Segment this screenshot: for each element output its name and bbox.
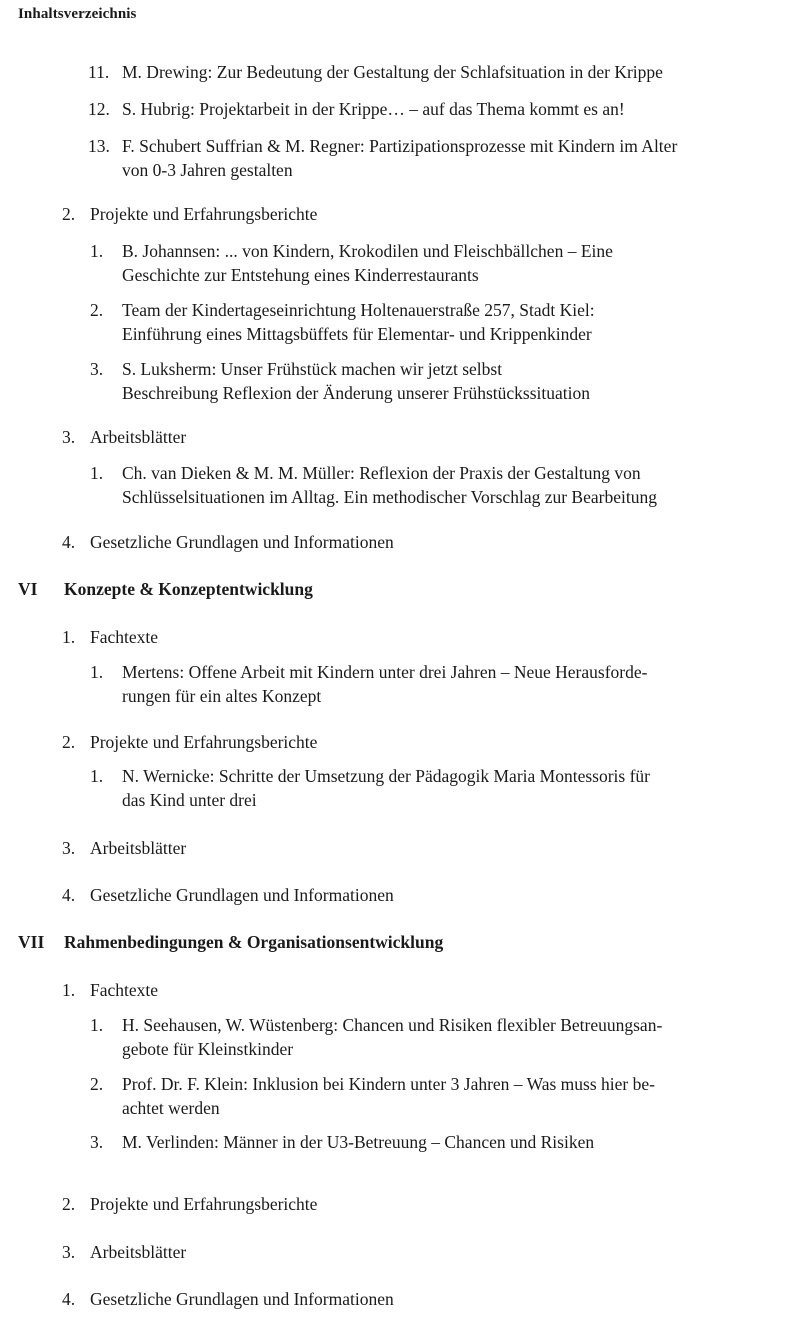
entry-text: Fachtexte — [90, 980, 159, 1000]
section-number: VII — [18, 932, 45, 952]
entry-text: Arbeitsblätter — [90, 838, 187, 858]
section-title: Rahmenbedingungen & Organisationsentwicklung — [64, 932, 444, 952]
entry-text: Arbeitsblätter — [90, 427, 187, 447]
entry-number: 3. — [62, 1242, 76, 1262]
entry-number: 1. — [62, 980, 76, 1000]
entry-text: Prof. Dr. F. Klein: Inklusion bei Kindern unter 3 Jahren – Was muss hier be- achtet werden — [122, 1074, 655, 1118]
entry-number: 1. — [90, 463, 104, 483]
entry-text: F. Schubert Suffrian & M. Regner: Partizipationsprozesse mit Kindern im Alter von 0-3 Jahren gestalten — [122, 136, 678, 180]
entry-number: 11. — [88, 62, 110, 82]
entry-text: S. Luksherm: Unser Frühstück machen wir jetzt selbst Beschreibung Reflexion der Änderung unserer Frühstückssituation — [122, 359, 591, 403]
entry-number: 2. — [62, 204, 76, 224]
entry-text: Gesetzliche Grundlagen und Informationen — [90, 885, 394, 905]
entry-number: 4. — [62, 885, 76, 905]
entry-text: Projekte und Erfahrungsberichte — [90, 732, 318, 752]
page-header-title: Inhaltsverzeichnis — [18, 6, 137, 22]
entry-number: 2. — [62, 1194, 76, 1214]
entry-number: 2. — [90, 300, 104, 320]
entry-number: 4. — [62, 1289, 76, 1309]
entry-number: 1. — [90, 766, 104, 786]
entry-text: Gesetzliche Grundlagen und Informationen — [90, 1289, 394, 1309]
entry-text: N. Wernicke: Schritte der Umsetzung der Pädagogik Maria Montessoris für das Kind unter drei — [122, 766, 650, 810]
entry-text: M. Drewing: Zur Bedeutung der Gestaltung der Schlafsituation in der Krippe — [122, 62, 663, 82]
entry-text: Projekte und Erfahrungsberichte — [90, 204, 318, 224]
entry-number: 2. — [62, 732, 76, 752]
entry-text: Arbeitsblätter — [90, 1242, 187, 1262]
entry-number: 3. — [90, 359, 104, 379]
section-title: Konzepte & Konzeptentwicklung — [64, 579, 313, 599]
entry-text: Gesetzliche Grundlagen und Informationen — [90, 532, 394, 552]
entry-number: 3. — [62, 427, 76, 447]
entry-number: 2. — [90, 1074, 104, 1094]
entry-number: 1. — [90, 1015, 104, 1035]
entry-text: Projekte und Erfahrungsberichte — [90, 1194, 318, 1214]
entry-number: 4. — [62, 532, 76, 552]
entry-text: M. Verlinden: Männer in der U3-Betreuung – Chancen und Risiken — [122, 1132, 595, 1152]
entry-number: 12. — [88, 99, 110, 119]
entry-text: H. Seehausen, W. Wüstenberg: Chancen und Risiken flexibler Betreuungsan- gebote für Kleinstkinder — [122, 1015, 663, 1059]
entry-text: Ch. van Dieken & M. M. Müller: Reflexion der Praxis der Gestaltung von Schlüsselsituationen im Alltag. Ein methodischer Vorschlag zur Bearbeitung — [122, 463, 657, 507]
entry-number: 1. — [90, 662, 104, 682]
entry-text: Team der Kindertageseinrichtung Holtenauerstraße 257, Stadt Kiel: Einführung eines Mittagsbüffets für Elementar- und Krippenkinder — [122, 300, 595, 344]
entry-number: 1. — [90, 241, 104, 261]
entry-number: 1. — [62, 627, 76, 647]
entry-text: Fachtexte — [90, 627, 159, 647]
entry-number: 3. — [62, 838, 76, 858]
entry-number: 13. — [88, 136, 110, 156]
entry-text: S. Hubrig: Projektarbeit in der Krippe… – auf das Thema kommt es an! — [122, 99, 625, 119]
entry-number: 3. — [90, 1132, 104, 1152]
section-number: VI — [18, 579, 38, 599]
entry-text: B. Johannsen: ... von Kindern, Krokodilen und Fleischbällchen – Eine Geschichte zur Entstehung eines Kinderrestaurants — [122, 241, 613, 285]
entry-text: Mertens: Offene Arbeit mit Kindern unter drei Jahren – Neue Herausforde- rungen für ein altes Konzept — [122, 662, 648, 706]
